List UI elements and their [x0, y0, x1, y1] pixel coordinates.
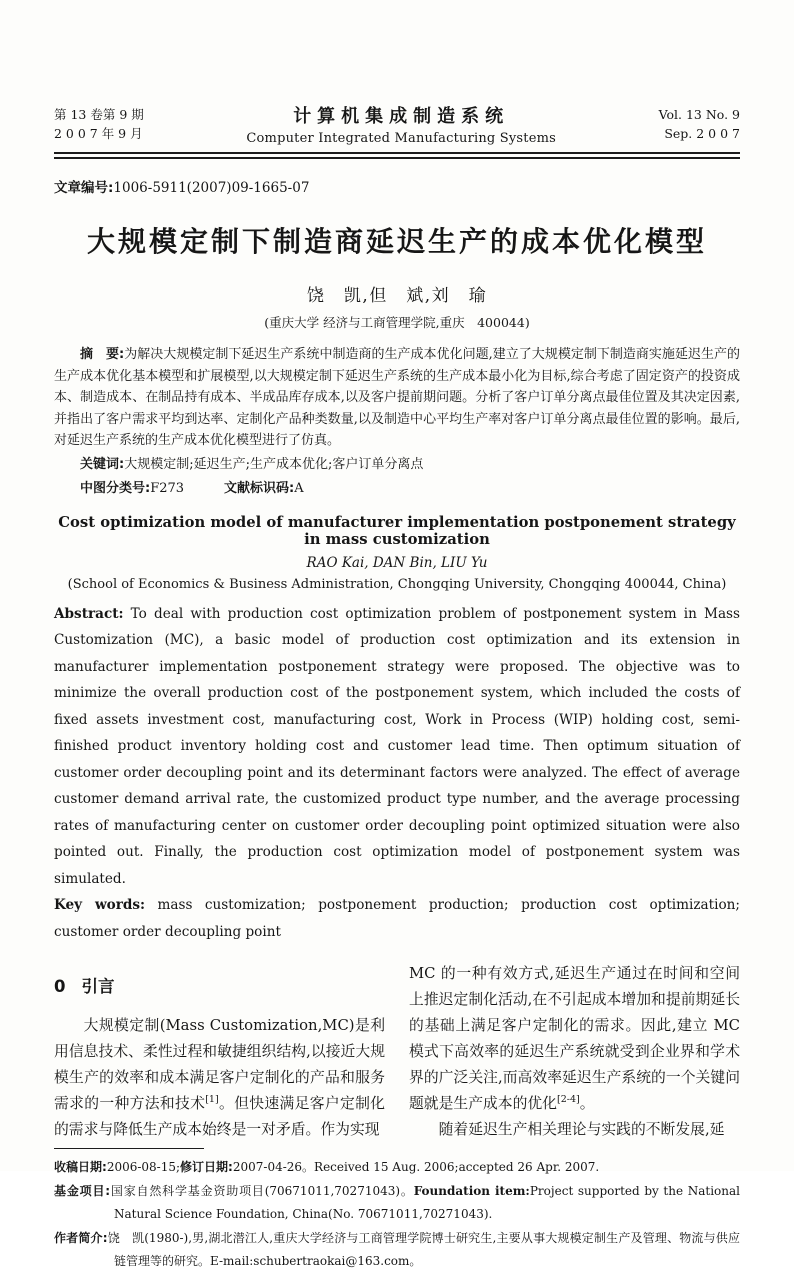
section-title: 引言	[81, 977, 115, 996]
keywords-cn-label: 关键词:	[80, 456, 125, 472]
volume-issue-en: Vol. 13 No. 9	[658, 107, 740, 122]
keywords-cn-text: 大规模定制;延迟生产;生产成本优化;客户订单分离点	[124, 456, 424, 472]
body-paragraph-right-1	[409, 961, 740, 1117]
clc-value: F273	[150, 481, 185, 496]
journal-name-cn: 计算机集成制造系统	[293, 106, 510, 127]
keywords-en-label: Key words:	[54, 897, 146, 913]
article-number-label: 文章编号:	[54, 180, 114, 196]
section-number: 0	[54, 977, 66, 996]
footnote-rule	[54, 1148, 204, 1149]
keywords-en	[54, 892, 740, 945]
article-number-line	[54, 176, 740, 196]
journal-title-block	[246, 102, 556, 146]
body-column-left	[54, 961, 385, 1143]
author-bio-line	[54, 1227, 740, 1274]
journal-header	[54, 102, 740, 146]
abstract-en-text: To deal with production cost optimization problem of postponement system in Mass Customization (MC), a basic model of production cost optimization and its extension in manufacturer implementation postponement strategy were proposed. The objective was to minimize the overall production cost of the postponement system, which included the costs of fixed assets investment cost, manufacturing cost, Work in Process (WIP) holding cost, semi-finished product inventory holding cost and customer lead time. Then optimum situation of customer order decoupling point and its determinant factors were analyzed. The effect of average customer demand arrival rate, the customized product type number, and the average processing rates of manufacturing center on customer order decoupling point optimized situation were also pointed out. Finally, the production cost optimization model of postponement system was simulated.	[54, 605, 740, 887]
body-column-right	[409, 961, 740, 1143]
keywords-en-text: mass customization; postponement production; production cost optimization; customer order decoupling point	[54, 897, 740, 940]
authors-en: RAO Kai, DAN Bin, LIU Yu	[306, 554, 488, 571]
body-text: 。	[579, 1095, 595, 1112]
body-paragraph-left	[54, 1013, 385, 1143]
header-issue-block-cn	[54, 105, 144, 143]
clc-label: 中图分类号:	[80, 481, 151, 496]
doc-code-label: 文献标识码:	[224, 481, 295, 496]
section-heading-0	[54, 974, 385, 1000]
body-text: MC 的一种有效方式,延迟生产通过在时间和空间上推迟定制化活动,在不引起成本增加和提前期延长的基础上满足客户定制化的需求。因此,建立 MC 模式下高效率的延迟生产系统就受到企业界和学术界的广泛关注,而高效率延迟生产系统的一个关键问题就是生产成本的优化	[409, 965, 740, 1112]
classification-line	[54, 478, 740, 500]
author-bio-text: 饶 凯(1980-),男,湖北潜江人,重庆大学经济与工商管理学院博士研究生,主要从事大规模定制生产及管理、物流与供应链管理等的研究。E-mail:schubertraokai@163.com。	[107, 1230, 740, 1268]
abstract-cn	[54, 344, 740, 452]
header-double-rule	[54, 152, 740, 159]
foundation-label-en: Foundation item:	[413, 1183, 530, 1198]
foundation-label-cn: 基金项目:	[54, 1183, 111, 1198]
body-paragraph-right-2: 随着延迟生产相关理论与实践的不断发展,延	[438, 1121, 725, 1138]
received-dates-line	[54, 1156, 740, 1180]
foundation-text-en: Project supported by the National Natural Science Foundation, China(No. 70671011,70271043).	[114, 1183, 740, 1221]
doc-code-value: A	[294, 481, 304, 496]
journal-name-en: Computer Integrated Manufacturing Systems	[246, 131, 556, 146]
keywords-cn	[54, 454, 740, 476]
abstract-en	[54, 601, 740, 893]
article-number-value: 1006-5911(2007)09-1665-07	[113, 180, 310, 196]
affiliation-cn: (重庆大学 经济与工商管理学院,重庆 400044)	[264, 315, 530, 330]
body-text: 大规模定制(Mass Customization,MC)是利用信息技术、柔性过程和敏捷组织结构,以接近大规模生产的效率和成本满足客户定制化的产品和服务需求的一种方法和技术	[54, 1017, 385, 1112]
revised-date-label: 修订日期:	[180, 1160, 233, 1174]
date-en: Sep. 2 0 0 7	[664, 126, 740, 141]
header-issue-block-en	[659, 105, 740, 143]
body-columns	[54, 961, 740, 1143]
paper-title-cn: 大规模定制下制造商延迟生产的成本优化模型	[86, 225, 707, 258]
affiliation-en: (School of Economics & Business Administration, Chongqing University, Chongqing 400044, China)	[67, 576, 727, 592]
authors-cn: 饶 凯,但 斌,刘 瑜	[306, 286, 488, 306]
date-cn: 2 0 0 7 年 9 月	[54, 126, 143, 141]
body-text: 。但快速满足客户定制化的需求与降低生产成本始终是一对矛盾。作为实现	[54, 1095, 385, 1138]
foundation-text-cn: 国家自然科学基金资助项目(70671011,70271043)。	[110, 1183, 414, 1198]
citation-ref-1: [1]	[205, 1094, 219, 1106]
received-date-value: 2006-08-15;	[106, 1160, 181, 1174]
footnotes	[54, 1156, 740, 1274]
author-bio-label: 作者简介:	[54, 1230, 108, 1245]
abstract-cn-text: 为解决大规模定制下延迟生产系统中制造商的生产成本优化问题,建立了大规模定制下制造商实施延迟生产的生产成本优化基本模型和扩展模型,以大规模定制下延迟生产系统的生产成本最小化为目标,综合考虑了固定资产的投资成本、制造成本、在制品持有成本、半成品库存成本,以及客户提前期问题。分析了客户订单分离点最佳位置及其决定因素,并指出了客户需求平均到达率、定制化产品种类数量,以及制造中心平均生产率对客户订单分离点最佳位置的影响。最后,对延迟生产系统的生产成本优化模型进行了仿真。	[54, 347, 741, 448]
citation-ref-2-4: [2-4]	[556, 1094, 580, 1106]
revised-date-value: 2007-04-26。Received 15 Aug. 2006;accepted 26 Apr. 2007.	[232, 1160, 600, 1174]
abstract-cn-label: 摘 要:	[80, 347, 125, 362]
paper-title-en: Cost optimization model of manufacturer implementation postponement strategy in mass customization	[58, 513, 736, 548]
foundation-item-line	[54, 1180, 740, 1227]
received-date-label: 收稿日期:	[54, 1160, 107, 1174]
abstract-en-label: Abstract:	[54, 605, 124, 622]
volume-issue-cn: 第 13 卷第 9 期	[54, 107, 144, 122]
